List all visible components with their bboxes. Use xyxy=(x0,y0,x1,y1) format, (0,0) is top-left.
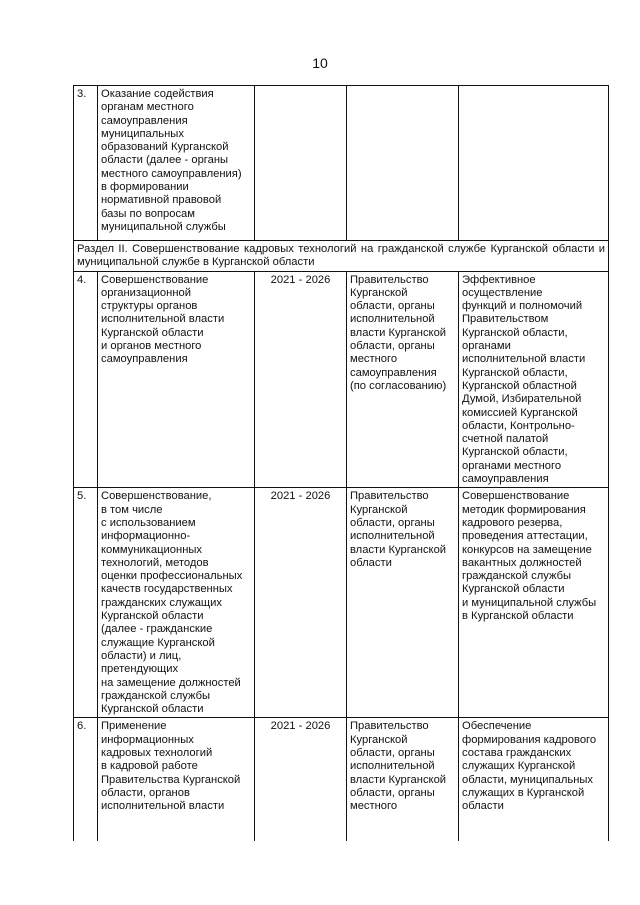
result-cell: Эффективное осуществление функций и полномочий Правительством Курганской области, органами исполнительной власти Курганской области, Курганской областной Думой, Избирательной комиссией Курганской области, Контрольно- счетной палатой Курганской области, органами местного самоуправления xyxy=(459,271,609,488)
result-cell: Обеспечение формирования кадрового состава гражданских служащих Курганской области, муниципальных служащих в Курганской области xyxy=(459,718,609,842)
executors-cell: Правительство Курганской области, органы исполнительной власти Курганской области, органы местного самоуправления (по согласованию) xyxy=(347,271,459,488)
table-row xyxy=(74,718,609,842)
page-number: 10 xyxy=(312,55,328,71)
period-cell xyxy=(255,86,347,241)
row-number: 3. xyxy=(74,86,98,241)
period-cell: 2021 - 2026 xyxy=(255,271,347,488)
measure-cell: Совершенствование организационной структуры органов исполнительной власти Курганской области и органов местного самоуправления xyxy=(98,271,255,488)
executors-cell: Правительство Курганской области, органы исполнительной власти Курганской области, органы местного xyxy=(347,718,459,842)
period-cell: 2021 - 2026 xyxy=(255,718,347,842)
table-row xyxy=(74,271,609,488)
executors-cell: Правительство Курганской области, органы исполнительной власти Курганской области xyxy=(347,488,459,718)
section-header: Раздел II. Совершенствование кадровых технологий на гражданской службе Курганской области и муниципальной службе в Курганской области xyxy=(74,241,609,272)
section-header-row xyxy=(74,241,609,272)
measure-cell: Оказание содействия органам местного самоуправления муниципальных образований Курганской области (далее - органы местного самоуправления) в формировании нормативной правовой базы по вопросам муниципальной службы xyxy=(98,86,255,241)
row-number: 6. xyxy=(74,718,98,842)
measure-cell: Совершенствование, в том числе с использованием информационно- коммуникационных технологий, методов оценки профессиональных качеств государственных гражданских служащих Курганской области (далее - гражданские служащие Курганской области) и лиц, претендующих на замещение должностей гражданской службы Курганской области xyxy=(98,488,255,718)
result-cell xyxy=(459,86,609,241)
result-cell: Совершенствование методик формирования кадрового резерва, проведения аттестации, конкурсов на замещение вакантных должностей гражданской службы Курганской области и муниципальной службы в Курганской области xyxy=(459,488,609,718)
period-cell: 2021 - 2026 xyxy=(255,488,347,718)
row-number: 4. xyxy=(74,271,98,488)
executors-cell xyxy=(347,86,459,241)
table-row xyxy=(74,488,609,718)
row-number: 5. xyxy=(74,488,98,718)
measure-cell: Применение информационных кадровых технологий в кадровой работе Правительства Курганской области, органов исполнительной власти xyxy=(98,718,255,842)
table-row xyxy=(74,86,609,241)
measures-table xyxy=(73,85,609,841)
